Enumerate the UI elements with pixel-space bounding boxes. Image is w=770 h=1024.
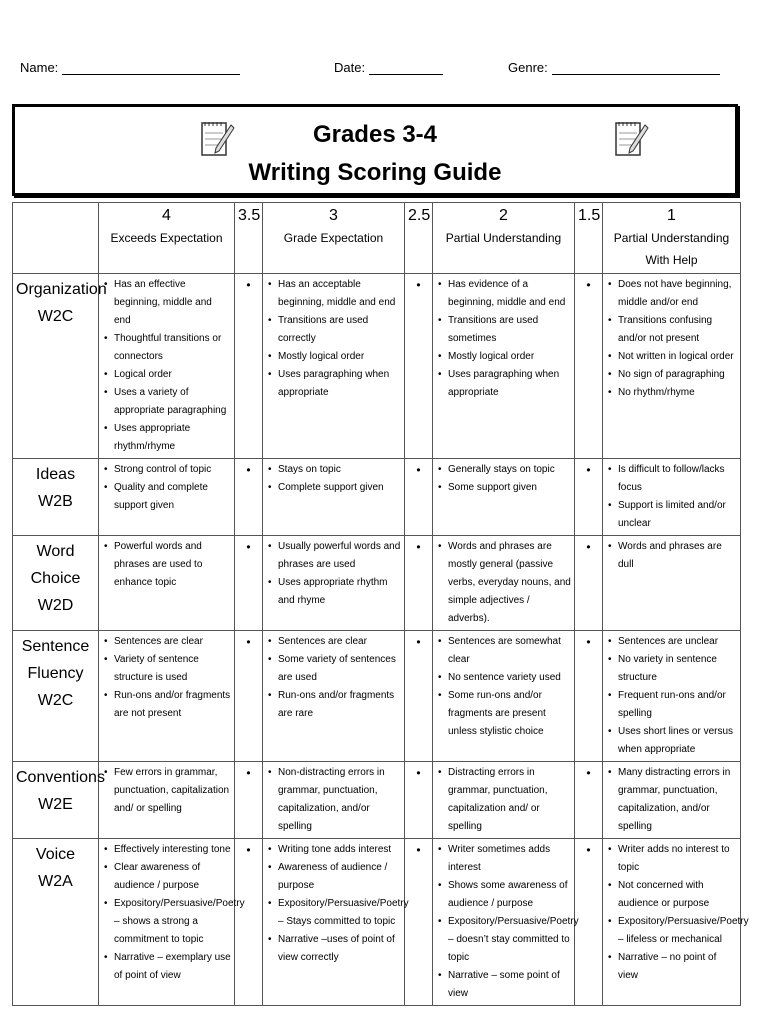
score-3-cell xyxy=(263,839,409,1006)
category-cell xyxy=(13,631,99,762)
criterion-item: • Does not have beginning, middle and/or end xyxy=(606,276,737,312)
half-score-bullet-cell: • xyxy=(235,839,263,1006)
rubric-row xyxy=(13,631,741,762)
score-value: 1 xyxy=(667,207,676,224)
criteria-list xyxy=(606,538,737,574)
criterion-item: • Quality and complete support given xyxy=(102,479,231,515)
score-3-cell xyxy=(263,631,405,762)
score-4-cell xyxy=(99,762,235,839)
score-value: 2 xyxy=(499,207,508,224)
score-label: Partial Understanding With Help xyxy=(613,231,730,267)
criteria-list xyxy=(102,538,231,592)
criteria-list xyxy=(102,461,231,515)
criterion-item: • Generally stays on topic xyxy=(436,461,571,479)
score-1-cell xyxy=(603,839,749,1006)
name-line[interactable] xyxy=(62,60,240,75)
category-label: Ideas xyxy=(35,466,76,483)
score-2-cell xyxy=(433,536,575,631)
half-score-bullet-cell: • xyxy=(575,762,603,839)
criteria-list xyxy=(606,633,737,759)
score-value: 1.5 xyxy=(578,207,601,224)
criteria-list xyxy=(102,633,231,723)
criterion-item: • Transitions confusing and/or not present xyxy=(606,312,737,348)
column-header xyxy=(433,203,575,274)
criterion-item: • Not concerned with audience or purpose xyxy=(606,877,737,913)
score-3-cell xyxy=(263,459,405,536)
criteria-list xyxy=(436,633,571,741)
category-label: Sentence xyxy=(21,638,90,655)
column-header xyxy=(405,203,433,274)
criterion-item: • Thoughtful transitions or connectors xyxy=(102,330,231,366)
score-3-cell xyxy=(263,536,405,631)
criterion-item: • Some variety of sentences are used xyxy=(266,651,401,687)
criterion-item: • Usually powerful words and phrases are used xyxy=(266,538,401,574)
date-field[interactable] xyxy=(334,60,443,75)
criterion-item: • Writer adds no interest to topic xyxy=(606,841,737,877)
score-value: 3 xyxy=(329,207,338,224)
score-4-cell xyxy=(99,631,235,762)
score-2-cell xyxy=(433,839,579,1006)
category-label: W2C xyxy=(37,308,74,325)
criterion-item: • Expository/Persuasive/Poetry – Stays committed to topic xyxy=(266,895,401,931)
criterion-item: • Stays on topic xyxy=(266,461,401,479)
score-2-cell xyxy=(433,274,575,459)
half-score-bullet-cell: • xyxy=(575,274,603,459)
score-4-cell xyxy=(99,274,235,459)
criterion-item: • No variety in sentence structure xyxy=(606,651,737,687)
criterion-item: • No rhythm/rhyme xyxy=(606,384,737,402)
score-label: Exceeds Expectation xyxy=(110,231,223,245)
score-value: 4 xyxy=(162,207,171,224)
half-score-bullet-cell: • xyxy=(405,631,433,762)
criteria-list xyxy=(606,276,737,402)
criterion-item: • Narrative – no point of view xyxy=(606,949,737,985)
category-label: Choice xyxy=(30,570,81,587)
criterion-item: • Variety of sentence structure is used xyxy=(102,651,231,687)
corner-cell xyxy=(13,203,99,274)
half-score-bullet-cell: • xyxy=(235,631,263,762)
rubric-row xyxy=(13,762,741,839)
score-4-cell xyxy=(99,839,245,1006)
category-label: W2D xyxy=(37,597,74,614)
criterion-item: • Transitions are used correctly xyxy=(266,312,401,348)
criterion-item: • Mostly logical order xyxy=(436,348,571,366)
genre-field[interactable] xyxy=(508,60,720,75)
half-score-bullet-cell: • xyxy=(235,274,263,459)
score-value: 2.5 xyxy=(408,207,431,224)
criterion-item: • Some support given xyxy=(436,479,571,497)
criterion-item: • Is difficult to follow/lacks focus xyxy=(606,461,737,497)
genre-label: Genre: xyxy=(508,60,548,75)
category-label: Word xyxy=(36,543,75,560)
category-label: W2B xyxy=(38,493,73,510)
date-label: Date: xyxy=(334,60,366,75)
criterion-item: • Transitions are used sometimes xyxy=(436,312,571,348)
criterion-item: • Uses paragraphing when appropriate xyxy=(436,366,571,402)
criterion-item: • Uses appropriate rhythm and rhyme xyxy=(266,574,401,610)
category-label: W2C xyxy=(37,692,74,709)
half-score-bullet-cell: • xyxy=(235,459,263,536)
criterion-item: • Sentences are unclear xyxy=(606,633,737,651)
category-label: Organization xyxy=(16,281,107,298)
category-cell xyxy=(13,762,105,839)
category-cell xyxy=(13,536,99,631)
criterion-item: • Uses a variety of appropriate paragraphing xyxy=(102,384,231,420)
score-4-cell xyxy=(99,459,235,536)
half-score-bullet-cell: • xyxy=(575,839,603,1006)
criterion-item: • Has an acceptable beginning, middle and end xyxy=(266,276,401,312)
score-value: 3.5 xyxy=(238,207,261,224)
category-label: Conventions xyxy=(16,769,105,786)
criterion-item: • Expository/Persuasive/Poetry – doesn’t stay committed to topic xyxy=(436,913,571,967)
criterion-item: • Support is limited and/or unclear xyxy=(606,497,737,533)
category-cell xyxy=(13,274,107,459)
half-score-bullet-cell: • xyxy=(235,762,263,839)
criteria-list xyxy=(266,276,401,402)
rubric-row xyxy=(13,839,741,1006)
criterion-item: • Has evidence of a beginning, middle and end xyxy=(436,276,571,312)
criterion-item: • Writing tone adds interest xyxy=(266,841,401,859)
score-3-cell xyxy=(263,762,405,839)
criteria-list xyxy=(266,764,401,836)
criterion-item: • Powerful words and phrases are used to enhance topic xyxy=(102,538,231,592)
category-label: Voice xyxy=(35,846,76,863)
criterion-item: • Narrative – exemplary use of point of view xyxy=(102,949,231,985)
criterion-item: • Strong control of topic xyxy=(102,461,231,479)
criterion-item: • Words and phrases are mostly general (passive verbs, everyday nouns, and simple adjectives / adverbs). xyxy=(436,538,571,628)
criterion-item: • Expository/Persuasive/Poetry – shows a strong a commitment to topic xyxy=(102,895,231,949)
genre-line[interactable] xyxy=(552,60,720,75)
title-box xyxy=(12,104,738,196)
criterion-item: • Awareness of audience / purpose xyxy=(266,859,401,895)
column-header xyxy=(603,203,741,274)
score-1-cell xyxy=(603,762,741,839)
category-label: W2A xyxy=(38,873,73,890)
score-2-cell xyxy=(433,631,575,762)
criterion-item: • Uses short lines or versus when appropriate xyxy=(606,723,737,759)
criterion-item: • Logical order xyxy=(102,366,231,384)
score-1-cell xyxy=(603,459,741,536)
category-label: W2E xyxy=(38,796,73,813)
criterion-item: • Not written in logical order xyxy=(606,348,737,366)
half-score-bullet-cell: • xyxy=(405,459,433,536)
score-1-cell xyxy=(603,274,741,459)
rubric-row xyxy=(13,536,741,631)
criterion-item: • Narrative –uses of point of view correctly xyxy=(266,931,401,967)
criterion-item: • Many distracting errors in grammar, punctuation, capitalization, and/or spelling xyxy=(606,764,737,836)
score-1-cell xyxy=(603,631,741,762)
title-grades: Grades 3-4 xyxy=(312,121,438,148)
criterion-item: • Words and phrases are dull xyxy=(606,538,737,574)
half-score-bullet-cell: • xyxy=(575,459,603,536)
date-line[interactable] xyxy=(369,60,443,75)
score-header-row xyxy=(13,203,741,274)
criteria-list xyxy=(606,764,737,836)
criteria-list xyxy=(102,276,231,456)
rubric-row xyxy=(13,459,741,536)
category-cell xyxy=(13,459,99,536)
criterion-item: • Has an effective beginning, middle and end xyxy=(102,276,231,330)
half-score-bullet-cell: • xyxy=(405,839,433,1006)
criteria-list xyxy=(436,461,571,497)
column-header xyxy=(235,203,263,274)
criteria-list xyxy=(266,841,409,967)
criterion-item: • Effectively interesting tone xyxy=(102,841,231,859)
title-scoring-guide: Writing Scoring Guide xyxy=(248,159,502,186)
criterion-item: • Frequent run-ons and/or spelling xyxy=(606,687,737,723)
criteria-list xyxy=(102,764,231,818)
category-label: Fluency xyxy=(27,665,84,682)
criterion-item: • Narrative – some point of view xyxy=(436,967,571,1003)
criterion-item: • Expository/Persuasive/Poetry – lifeless or mechanical xyxy=(606,913,737,949)
criterion-item: • Distracting errors in grammar, punctuation, capitalization and/ or spelling xyxy=(436,764,571,836)
score-2-cell xyxy=(433,762,575,839)
half-score-bullet-cell: • xyxy=(235,536,263,631)
score-label: Grade Expectation xyxy=(283,231,384,245)
criterion-item: • Run-ons and/or fragments are not present xyxy=(102,687,231,723)
criterion-item: • Few errors in grammar, punctuation, capitalization and/ or spelling xyxy=(102,764,231,818)
criterion-item: • Writer sometimes adds interest xyxy=(436,841,571,877)
criteria-list xyxy=(266,633,401,723)
score-3-cell xyxy=(263,274,405,459)
column-header xyxy=(575,203,603,274)
criterion-item: • Shows some awareness of audience / purpose xyxy=(436,877,571,913)
criterion-item: • Some run-ons and/or fragments are present unless stylistic choice xyxy=(436,687,571,741)
criterion-item: • Sentences are clear xyxy=(102,633,231,651)
score-2-cell xyxy=(433,459,575,536)
half-score-bullet-cell: • xyxy=(405,274,433,459)
criteria-list xyxy=(606,841,749,985)
criterion-item: • Run-ons and/or fragments are rare xyxy=(266,687,401,723)
criteria-list xyxy=(436,276,571,402)
criteria-list xyxy=(436,538,571,628)
criterion-item: • Sentences are clear xyxy=(266,633,401,651)
half-score-bullet-cell: • xyxy=(575,536,603,631)
name-field[interactable] xyxy=(20,60,240,75)
half-score-bullet-cell: • xyxy=(405,536,433,631)
criteria-list xyxy=(436,764,571,836)
criterion-item: • Mostly logical order xyxy=(266,348,401,366)
half-score-bullet-cell: • xyxy=(575,631,603,762)
criterion-item: • Complete support given xyxy=(266,479,401,497)
criteria-list xyxy=(102,841,245,985)
criterion-item: • Uses paragraphing when appropriate xyxy=(266,366,401,402)
rubric-row xyxy=(13,274,741,459)
criterion-item: • No sentence variety used xyxy=(436,669,571,687)
category-cell xyxy=(13,839,99,1006)
criterion-item: • Sentences are somewhat clear xyxy=(436,633,571,669)
criteria-list xyxy=(266,461,401,497)
criterion-item: • Uses appropriate rhythm/rhyme xyxy=(102,420,231,456)
score-label: Partial Understanding xyxy=(445,231,562,245)
criterion-item: • Clear awareness of audience / purpose xyxy=(102,859,231,895)
name-label: Name: xyxy=(20,60,59,75)
column-header xyxy=(99,203,235,274)
criteria-list xyxy=(266,538,401,610)
criterion-item: • Non-distracting errors in grammar, punctuation, capitalization, and/or spelling xyxy=(266,764,401,836)
score-1-cell xyxy=(603,536,741,631)
criterion-item: • No sign of paragraphing xyxy=(606,366,737,384)
rubric-body xyxy=(13,274,749,1006)
criteria-list xyxy=(436,841,579,1003)
column-header xyxy=(263,203,405,274)
scoring-rubric-table xyxy=(12,202,749,1006)
half-score-bullet-cell: • xyxy=(405,762,433,839)
score-4-cell xyxy=(99,536,235,631)
criteria-list xyxy=(606,461,737,533)
